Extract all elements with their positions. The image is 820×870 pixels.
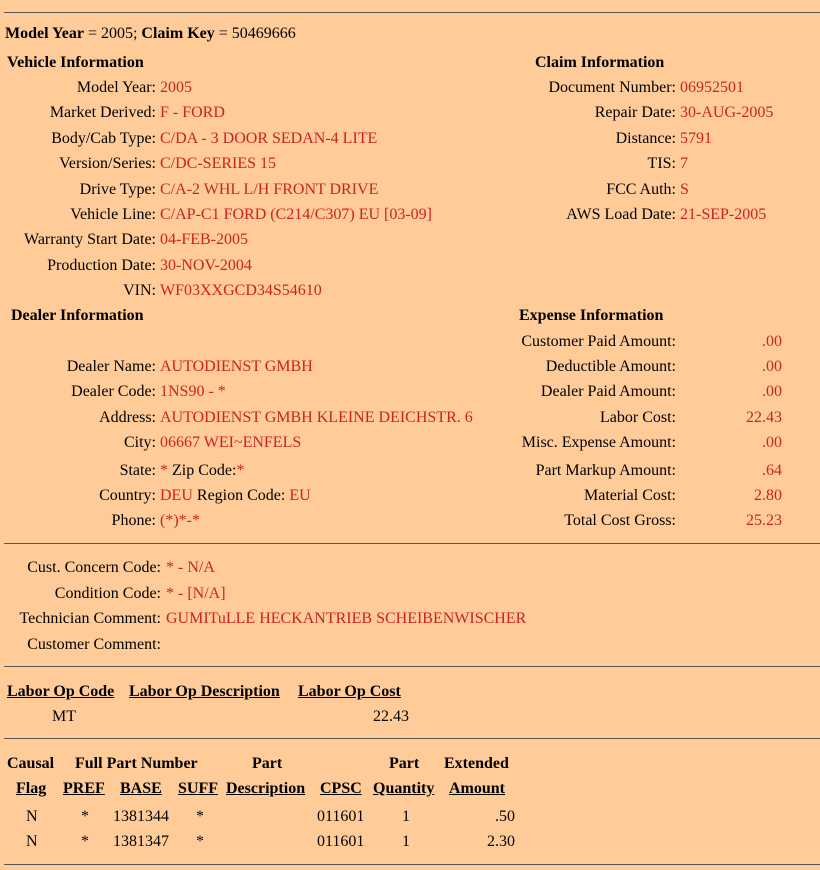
parts-header-pref: PREF [63,780,105,797]
divider [4,543,820,544]
concern-value: * - [N/A] [166,585,226,602]
vehicle-value: F - FORD [160,104,225,121]
labor-header-code: Labor Op Code [7,683,115,700]
labor-op-cost: 22.43 [373,708,409,725]
claim-header: Model Year = 2005; Claim Key = 50469666 [5,25,296,42]
claim-value: 06952501 [680,79,744,96]
part-cpsc: 011601 [317,808,365,825]
divider [4,738,820,739]
vehicle-label: VIN: [123,282,156,299]
concern-label: Technician Comment: [19,610,161,627]
vehicle-value: C/A-2 WHL L/H FRONT DRIVE [160,181,379,198]
dealer-country-region [160,486,311,506]
concern-value: * - N/A [166,559,215,576]
parts-header-flag: Flag [16,780,47,797]
vehicle-value: C/AP-C1 FORD (C214/C307) EU [03-09] [160,206,433,223]
expense-label: Misc. Expense Amount: [521,434,676,451]
model-year-value: 2005 [100,25,133,42]
part-amount: .50 [495,808,515,825]
vehicle-value: 04-FEB-2005 [160,231,248,248]
expense-label: Part Markup Amount: [535,462,676,479]
parts-header-description: Description [226,780,306,797]
vehicle-info-title: Vehicle Information [7,54,144,71]
parts-header-base: BASE [120,780,162,797]
expense-value: 22.43 [746,409,782,426]
claim-label: AWS Load Date: [566,206,676,223]
vehicle-label: Production Date: [47,257,156,274]
dealer-zip-value: * [236,462,245,479]
claim-value: 21-SEP-2005 [680,206,767,223]
bottom-rule [4,864,820,865]
dealer-state-label: State: [119,462,156,479]
part-cpsc: 011601 [317,833,365,850]
expense-info-title: Expense Information [519,307,664,324]
expense-value: 2.80 [754,487,782,504]
part-quantity: 1 [402,833,410,850]
vehicle-value: 30-NOV-2004 [160,257,252,274]
vehicle-value: C/DC-SERIES 15 [160,155,277,172]
claim-value: 7 [680,155,688,172]
expense-value: .00 [762,358,782,375]
dealer-address-label: Address: [99,409,156,426]
expense-label: Total Cost Gross: [564,512,676,529]
dealer-code-label: Dealer Code: [71,383,156,400]
dealer-code-value: 1NS90 - * [160,383,226,400]
claim-label: Distance: [615,130,676,147]
labor-op-code: MT [52,708,76,725]
dealer-country-value: DEU [160,487,193,504]
vehicle-value: 2005 [160,79,192,96]
claim-label: TIS: [647,155,676,172]
part-suff: * [196,833,204,850]
vehicle-value: C/DA - 3 DOOR SEDAN-4 LITE [160,130,378,147]
part-base: 1381347 [113,833,169,850]
claim-value: 30-AUG-2005 [680,104,774,121]
expense-label: Dealer Paid Amount: [540,383,676,400]
expense-label: Customer Paid Amount: [521,333,676,350]
parts-header-extended: Extended [444,755,509,772]
expense-value: .00 [762,333,782,350]
claim-label: FCC Auth: [606,181,676,198]
expense-value: .00 [762,383,782,400]
expense-value: .64 [762,462,782,479]
vehicle-value: WF03XXGCD34S54610 [160,282,322,299]
expense-label: Deductible Amount: [545,358,676,375]
vehicle-label: Model Year: [76,79,156,96]
parts-header-cpsc: CPSC [320,780,362,797]
model-year-label: Model Year [5,25,84,42]
vehicle-label: Version/Series: [59,155,156,172]
dealer-zip-label: Zip Code: [172,462,237,479]
vehicle-label: Drive Type: [79,181,156,198]
dealer-name-label: Dealer Name: [66,358,156,375]
dealer-state-value: * [160,462,168,479]
claim-info-title: Claim Information [535,54,665,71]
dealer-region-value: EU [289,487,311,504]
expense-label: Labor Cost: [600,409,676,426]
claim-value: S [680,181,689,198]
dealer-city-label: City: [123,434,156,451]
part-base: 1381344 [113,808,169,825]
part-flag: N [26,833,38,850]
dealer-name-value: AUTODIENST GMBH [160,358,313,375]
part-quantity: 1 [402,808,410,825]
top-rule [4,12,820,13]
claim-label: Repair Date: [594,104,676,121]
labor-header-cost: Labor Op Cost [298,683,401,700]
part-pref: * [81,833,89,850]
claim-label: Document Number: [548,79,676,96]
divider [4,666,820,667]
parts-header-causal: Causal [7,755,55,772]
dealer-address-value: AUTODIENST GMBH KLEINE DEICHSTR. 6 [160,409,473,426]
claim-key-value: 50469666 [231,25,296,42]
part-flag: N [26,808,38,825]
expense-label: Material Cost: [584,487,676,504]
part-amount: 2.30 [487,833,515,850]
expense-value: 25.23 [746,512,782,529]
parts-header-quantity: Quantity [373,780,435,797]
dealer-city-value: 06667 WEI~ENFELS [160,434,302,451]
part-pref: * [81,808,89,825]
dealer-country-label: Country: [99,487,156,504]
concern-value: GUMITuLLE HECKANTRIEB SCHEIBENWISCHER [166,610,527,627]
vehicle-label: Body/Cab Type: [51,130,156,147]
parts-header-part: Part [252,755,283,772]
claim-key-label: Claim Key [141,25,215,42]
vehicle-label: Warranty Start Date: [24,231,156,248]
concern-label: Customer Comment: [27,636,161,653]
dealer-region-label: Region Code: [196,487,286,504]
dealer-phone-label: Phone: [111,512,156,529]
expense-value: .00 [762,434,782,451]
dealer-state-zip [160,461,244,481]
vehicle-label: Vehicle Line: [70,206,156,223]
dealer-info-title: Dealer Information [11,307,144,324]
dealer-phone-value: (*)*-* [160,512,200,529]
claim-value: 5791 [680,130,712,147]
parts-header-part-qty: Part [389,755,420,772]
concern-label: Condition Code: [54,585,161,602]
vehicle-label: Market Derived: [49,104,156,121]
parts-header-amount: Amount [449,780,506,797]
parts-header-suff: SUFF [178,780,218,797]
labor-header-description: Labor Op Description [129,683,280,700]
parts-header-full-part-number: Full Part Number [75,755,198,772]
concern-label: Cust. Concern Code: [27,559,161,576]
part-suff: * [196,808,204,825]
